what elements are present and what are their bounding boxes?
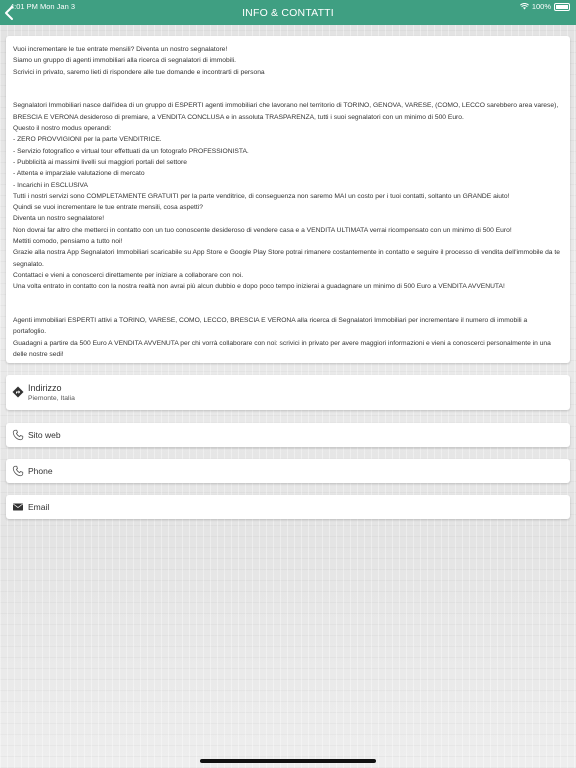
email-label: Email [28,502,50,512]
status-date: Mon Jan 3 [40,2,76,11]
status-time: 4:01 PM [10,2,38,11]
page-title: INFO & CONTATTI [242,7,334,19]
phone-label: Phone [28,466,53,476]
description-text [13,44,561,360]
description-paragraph-3: Agenti immobiliari ESPERTI attivi a TORINO, VARESE, COMO, LECCO, BRESCIA E VERONA alla ricerca di Segnalatori Immobiliari per incrementare il numero di immobili a portafoglio. Guadagni a partire da 500 Euro A VENDITA AVVENUTA per chi vorrà collaborare con noi: scrivici in privato per avere maggiori informazioni e vieni a conoscerci personalmente in una delle nostre sedi! [13,317,551,359]
battery-percent: 100% [531,2,551,11]
paragraph-spacer [13,78,561,101]
address-label: Indirizzo [28,383,62,393]
description-card [6,36,570,363]
description-paragraph-1: Vuoi incrementare le tue entrate mensili? Diventa un nostro segnalatore! Siamo un gruppo di agenti immobiliari alla ricerca di segnalatori di immobili. Scrivici in privato, saremo lieti di rispondere alle tue domande e incontrarti di persona [13,46,265,76]
app-header [0,0,576,25]
home-indicator[interactable] [200,759,376,763]
website-row[interactable] [6,423,570,447]
directions-icon [12,386,24,398]
envelope-icon [12,501,24,513]
phone-row[interactable] [6,459,570,483]
address-row[interactable] [6,375,570,410]
phone-icon [12,429,24,441]
paragraph-spacer [13,293,561,316]
address-value: Piemonte, Italia [28,395,75,402]
phone-icon [12,465,24,477]
email-row[interactable] [6,495,570,519]
website-label: Sito web [28,430,61,440]
description-paragraph-2: Segnalatori Immobiliari nasce dall'idea di un gruppo di ESPERTI agenti immobiliari che lavorano nel territorio di TORINO, GENOVA, VARESE, (COMO, LECCO sarebbero area varese), BRESCIA E VERONA desideroso di premiare, a VENDITA CONCLUSA e in assoluta TRASPARENZA, tutti i suoi segnalatori con un minimo di 500 Euro. Questo il nostro modus operandi: - ZERO PROVVIGIONI per la parte VENDITRICE. - Servizio fotografico e virtual tour effettuati da un fotografo PROFESSIONISTA. - Pubblicità ai massimi livelli sui maggiori portali del settore - Attenta e imparziale valutazione di mercato - Incarichi in ESCLUSIVA Tutti i nostri servizi sono COMPLETAMENTE GRATUITI per la parte venditrice, di conseguenza non saremo MAI un costo per i tuoi contatti, soltanto un GRANDE aiuto! Quindi se vuoi incrementare le tue entrate mensili, cosa aspetti? Diventa un nostro segnalatore! Non dovrai far altro che metterci in contatto con un tuo conoscente desideroso di vendere casa e a VENDITA ULTIMATA verrai ricompensato con un minimo di 500 Euro! Mettiti comodo, pensiamo a tutto noi! Grazie alla nostra App Segnalatori Immobiliari scaricabile su App Store e Google Play Store potrai rimanere costantemente in contatto e seguire il processo di vendita dell'immobile da te segnalato. Contattaci e vieni a conoscerci direttamente per iniziare a collaborare con noi. Una volta entrato in contatto con la nostra realtà non avrai più alcun dubbio e dopo poco tempo inizierai a guadagnare un minimo di 500 Euro a VENDITA AVVENUTA! [13,102,560,291]
